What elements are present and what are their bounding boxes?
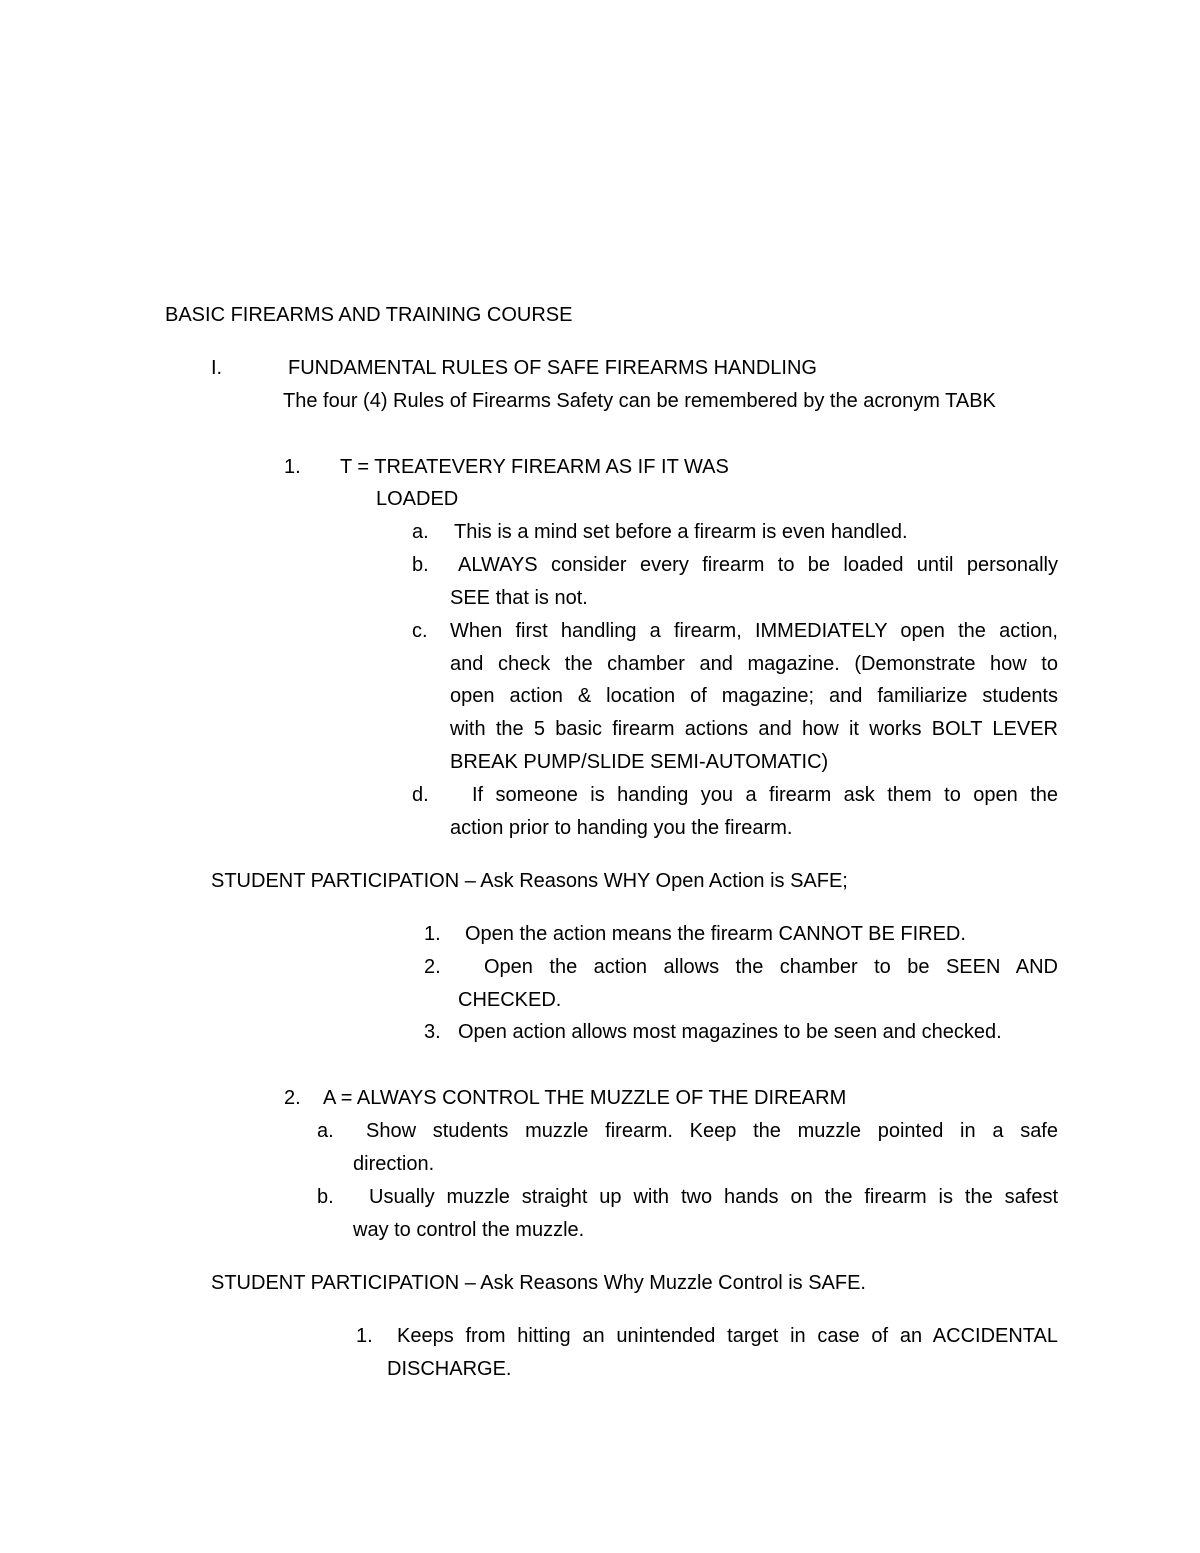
- participation1-item-1-marker: 1.: [424, 923, 441, 945]
- participation1-item-2-marker: 2.: [424, 956, 441, 978]
- participation1-item-3-marker: 3.: [424, 1021, 441, 1043]
- participation1-item-2-line: CHECKED.: [458, 989, 562, 1011]
- rule1-item-a-marker: a.: [412, 521, 429, 543]
- section-numeral: I.: [211, 357, 223, 379]
- rule1-item-a-text: This is a mind set before a firearm is even handled.: [454, 521, 908, 543]
- rule1-number: 1.: [284, 456, 301, 478]
- rule1-item-d-line: action prior to handing you the firearm.: [450, 817, 793, 839]
- rule2-item-b-line: way to control the muzzle.: [353, 1219, 585, 1241]
- rule1-item-c-line: When first handling a firearm, IMMEDIATELY open the action,: [450, 620, 1058, 642]
- document-title: BASIC FIREARMS AND TRAINING COURSE: [165, 304, 573, 326]
- rule1-heading-cont: LOADED: [376, 488, 459, 510]
- rule2-item-b-marker: b.: [317, 1186, 334, 1208]
- participation1-item-1-text: Open the action means the firearm CANNOT BE FIRED.: [465, 923, 966, 945]
- rule2-item-a-line: direction.: [353, 1153, 435, 1175]
- rule1-item-c-line: BREAK PUMP/SLIDE SEMI-AUTOMATIC): [450, 751, 829, 773]
- rule1-heading: T = TREATEVERY FIREARM AS IF IT WAS: [340, 456, 729, 478]
- rule2-number: 2.: [284, 1087, 301, 1109]
- rule1-item-c-marker: c.: [412, 620, 428, 642]
- rule2-item-a-line: Show students muzzle firearm. Keep the muzzle pointed in a safe: [366, 1120, 1058, 1142]
- rule2-heading: A = ALWAYS CONTROL THE MUZZLE OF THE DIREARM: [323, 1087, 847, 1109]
- rule1-item-d-line: If someone is handing you a firearm ask them to open the: [472, 784, 1058, 806]
- participation2-item-1-line: DISCHARGE.: [387, 1358, 512, 1380]
- participation1-item-2-line: Open the action allows the chamber to be SEEN AND: [484, 956, 1058, 978]
- rule1-item-c-line: with the 5 basic firearm actions and how it works BOLT LEVER: [450, 718, 1058, 740]
- participation1-heading: STUDENT PARTICIPATION – Ask Reasons WHY Open Action is SAFE;: [211, 870, 848, 892]
- section-intro: The four (4) Rules of Firearms Safety can be remembered by the acronym TABK: [283, 390, 996, 412]
- rule2-item-b-line: Usually muzzle straight up with two hands on the firearm is the safest: [369, 1186, 1058, 1208]
- rule1-item-c-line: and check the chamber and magazine. (Demonstrate how to: [450, 653, 1058, 675]
- rule1-item-b-line: SEE that is not.: [450, 587, 588, 609]
- rule1-item-c-line: open action & location of magazine; and familiarize students: [450, 685, 1058, 707]
- participation2-item-1-line: Keeps from hitting an unintended target in case of an ACCIDENTAL: [397, 1325, 1058, 1347]
- rule1-item-b-marker: b.: [412, 554, 429, 576]
- rule1-item-d-marker: d.: [412, 784, 429, 806]
- section-heading: FUNDAMENTAL RULES OF SAFE FIREARMS HANDLING: [288, 357, 817, 379]
- rule2-item-a-marker: a.: [317, 1120, 334, 1142]
- rule1-item-b-line: ALWAYS consider every firearm to be loaded until personally: [458, 554, 1058, 576]
- participation2-item-1-marker: 1.: [356, 1325, 373, 1347]
- participation1-item-3-text: Open action allows most magazines to be seen and checked.: [458, 1021, 1002, 1043]
- participation2-heading: STUDENT PARTICIPATION – Ask Reasons Why Muzzle Control is SAFE.: [211, 1272, 866, 1294]
